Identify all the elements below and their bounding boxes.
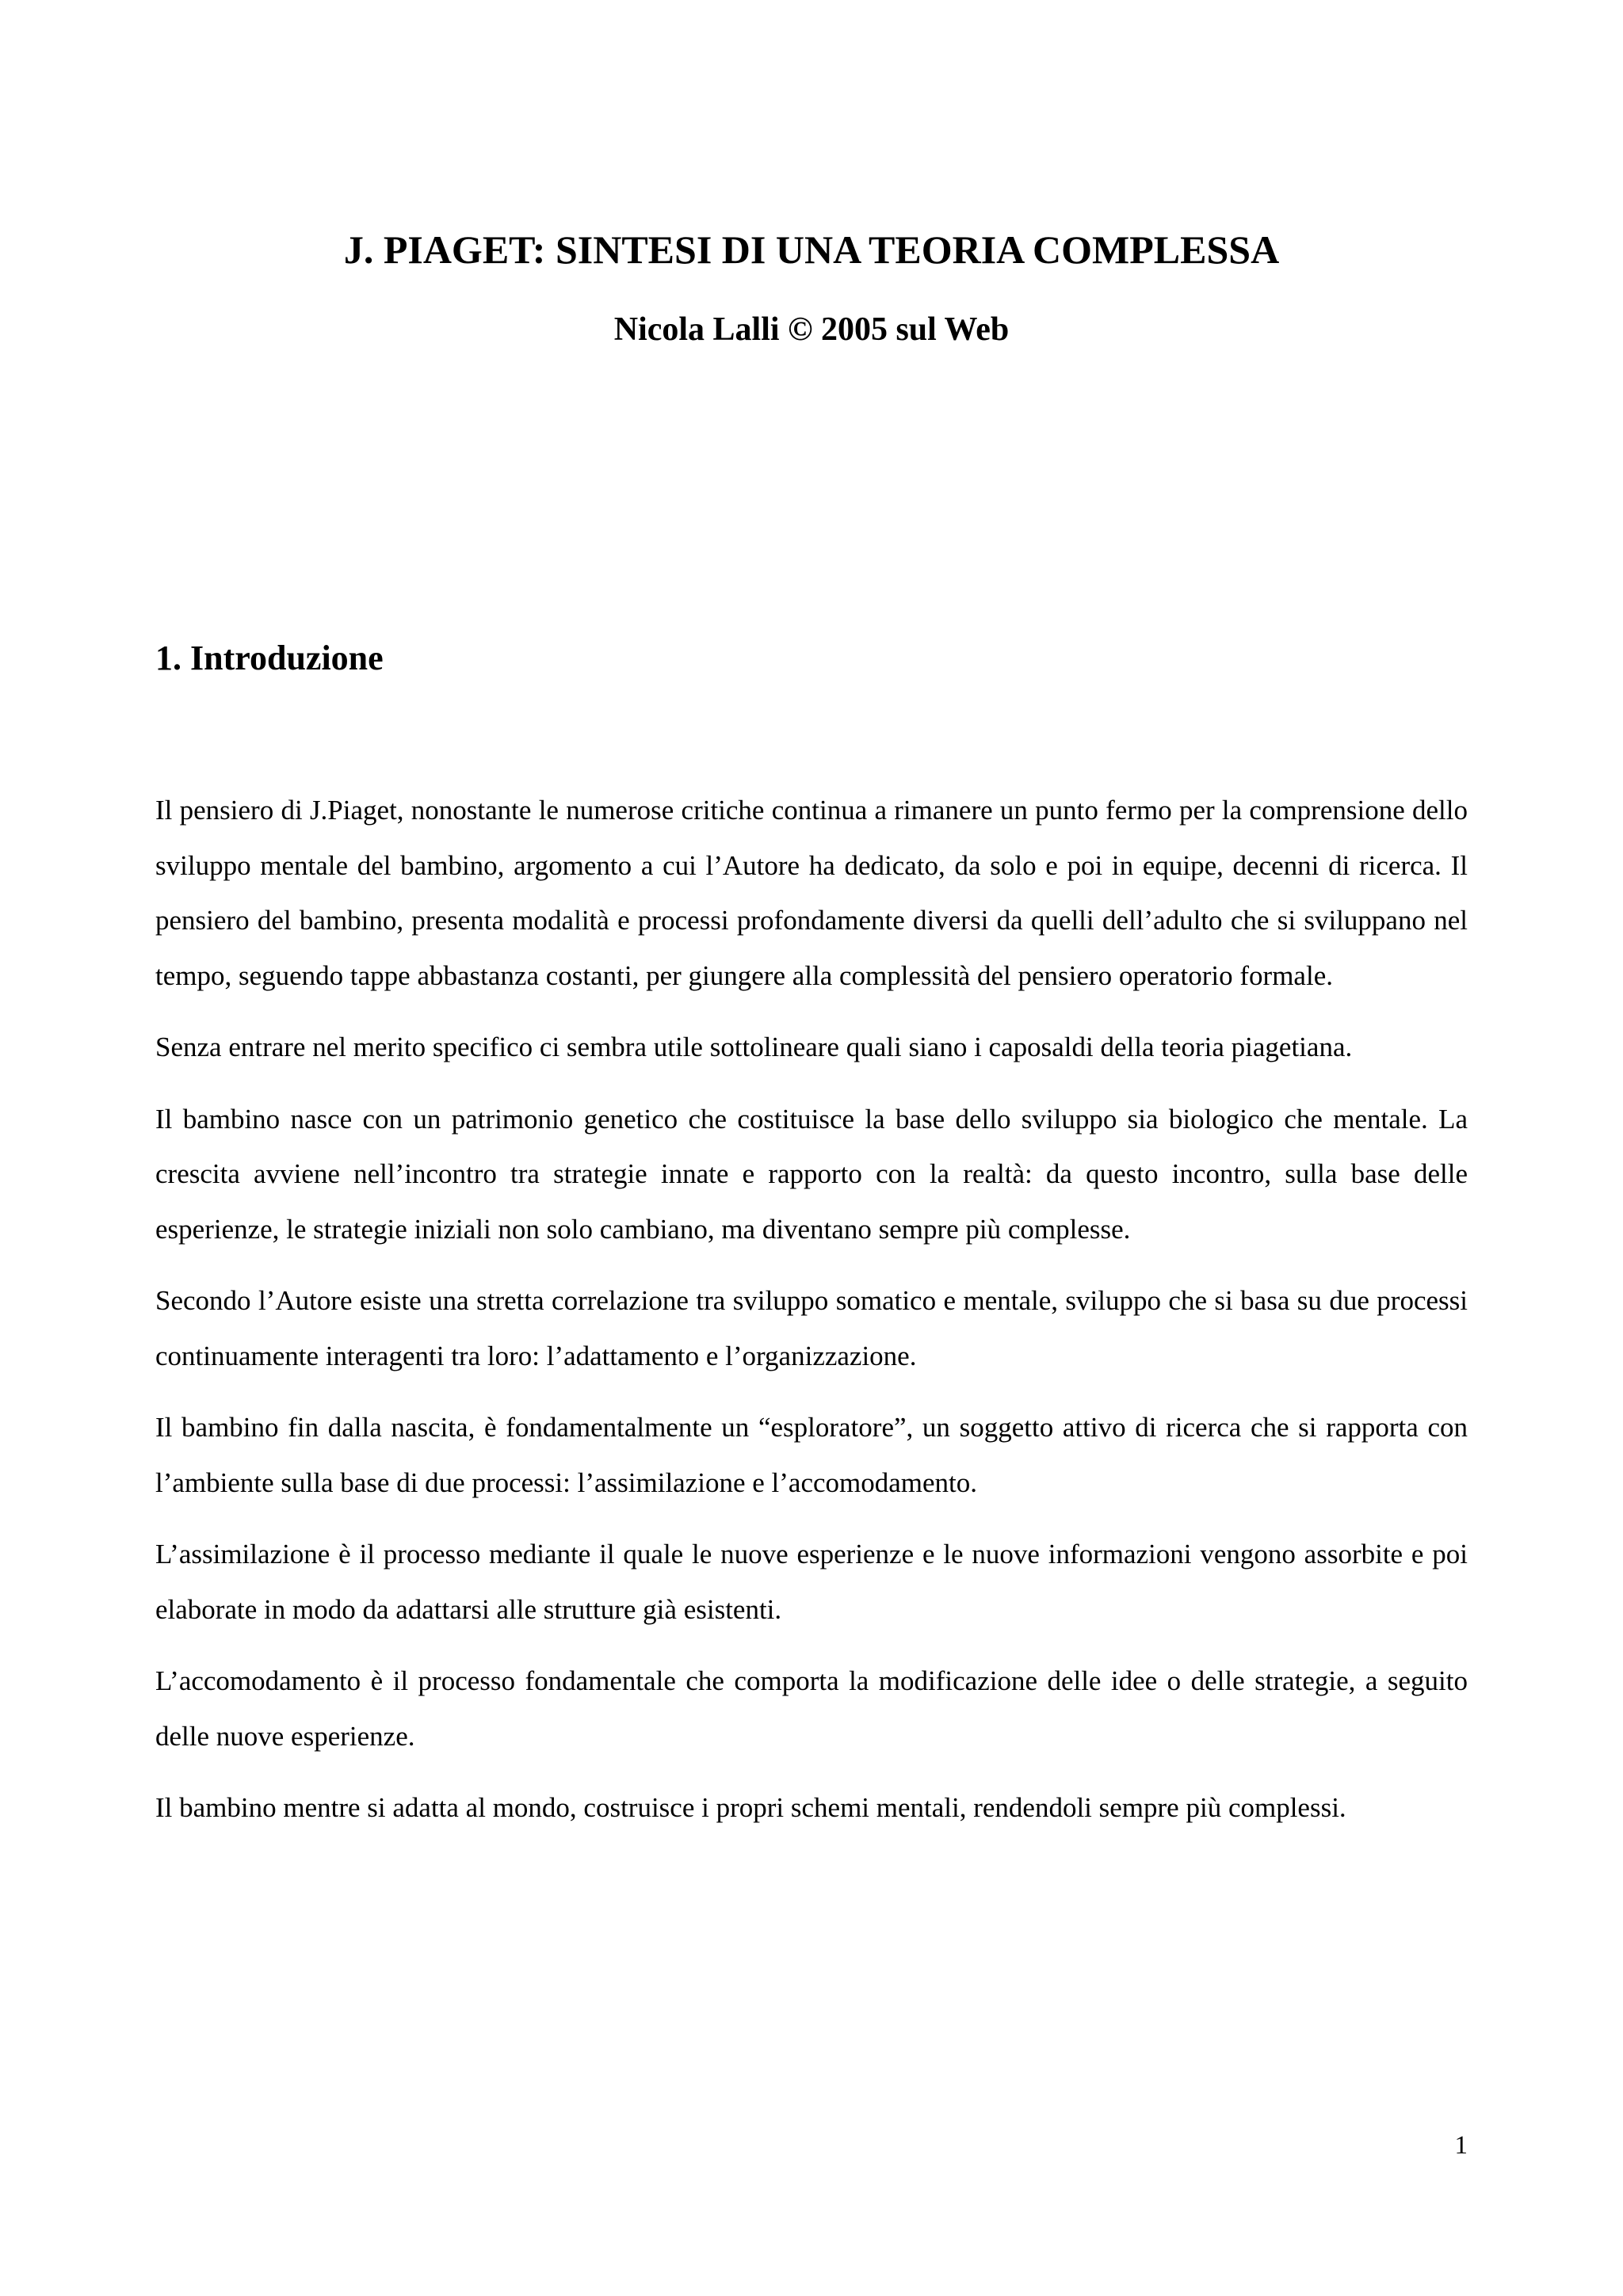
body-text — [155, 783, 1468, 1852]
section-heading: 1. Introduzione — [155, 639, 384, 677]
paragraph: Secondo l’Autore esiste una stretta correlazione tra sviluppo somatico e mentale, sviluppo che si basa su due processi continuamente interagenti tra loro: l’adattamento e l’organizzazione. — [155, 1285, 1468, 1371]
document-subtitle: Nicola Lalli © 2005 sul Web — [613, 311, 1010, 348]
paragraph: Il bambino nasce con un patrimonio genetico che costituisce la base dello sviluppo sia biologico che mentale. La crescita avviene nell’incontro tra strategie innate e rapporto con la realtà: da questo incontro, sulla base delle esperienze, le strategie iniziali non solo cambiano, ma diventano sempre più complesse. — [155, 1103, 1468, 1245]
paragraph: Senza entrare nel merito specifico ci sembra utile sottolineare quali siano i caposaldi della teoria piagetiana. — [155, 1032, 1353, 1062]
paragraph: Il bambino mentre si adatta al mondo, costruisce i propri schemi mentali, rendendoli sempre più complessi. — [155, 1792, 1346, 1823]
document-title: J. PIAGET: SINTESI DI UNA TEORIA COMPLESSA — [343, 227, 1280, 272]
paragraph: Il bambino fin dalla nascita, è fondamentalmente un “esploratore”, un soggetto attivo di ricerca che si rapporta con l’ambiente sulla base di due processi: l’assimilazione e l’accomodamento. — [155, 1412, 1468, 1498]
paragraph: L’accomodamento è il processo fondamentale che comporta la modificazione delle idee o delle strategie, a seguito delle nuove esperienze. — [155, 1665, 1468, 1752]
paragraph: L’assimilazione è il processo mediante il quale le nuove esperienze e le nuove informazioni vengono assorbite e poi elaborate in modo da adattarsi alle strutture già esistenti. — [155, 1539, 1468, 1625]
paragraph: Il pensiero di J.Piaget, nonostante le numerose critiche continua a rimanere un punto fermo per la comprensione dello sviluppo mentale del bambino, argomento a cui l’Autore ha dedicato, da solo e poi in equipe, decenni di ricerca. Il pensiero del bambino, presenta modalità e processi profondamente diversi da quelli dell’adulto che si sviluppano nel tempo, seguendo tappe abbastanza costanti, per giungere alla complessità del pensiero operatorio formale. — [155, 795, 1468, 991]
page-number: 1 — [1454, 2131, 1468, 2160]
